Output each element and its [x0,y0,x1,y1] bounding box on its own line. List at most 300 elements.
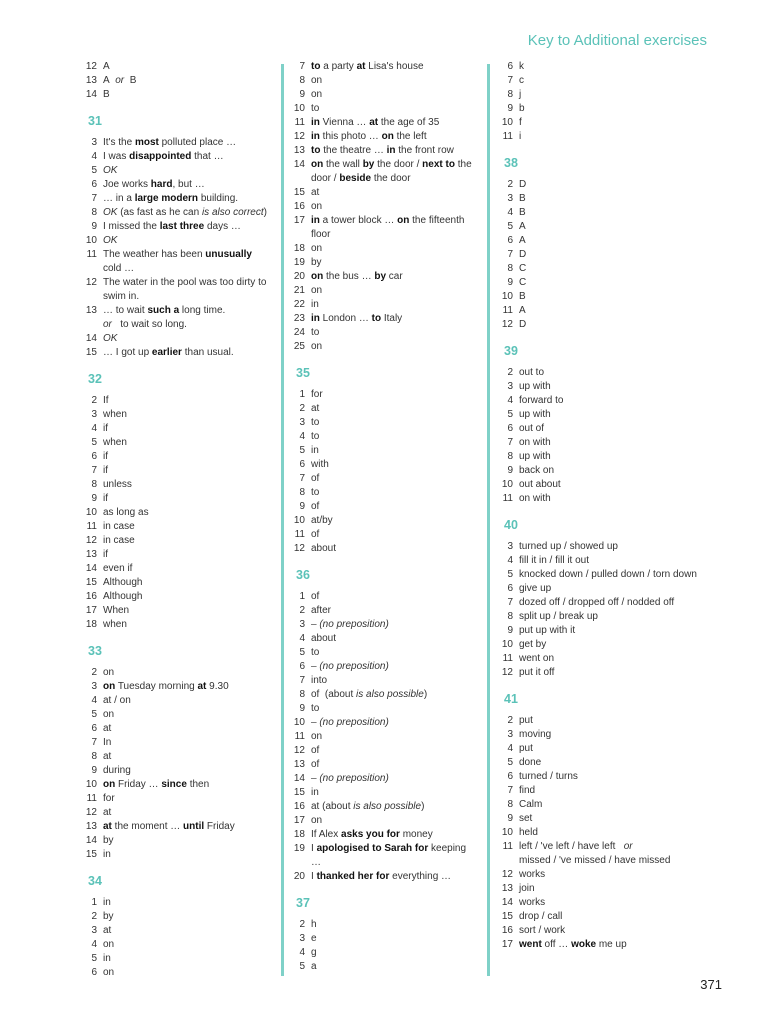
answer-text: c [519,75,524,86]
answer-item [286,814,476,828]
answer-item [286,458,476,472]
answer-item [494,234,704,248]
answer-item [494,380,704,394]
answer-item [286,270,476,284]
answer-number: 4 [507,395,513,406]
answer-number: 25 [293,341,305,352]
answer-number: 11 [294,117,305,128]
section-heading: 32 [88,372,102,386]
answer-item [494,248,704,262]
answer-text: on the bus … by car [311,271,403,282]
answer-item [78,408,270,422]
answer-item [494,464,704,478]
answer-text: of [311,759,320,770]
column-divider [281,64,284,976]
answer-text: to [311,431,320,442]
answer-number: 5 [91,437,97,448]
answer-number: 7 [91,737,97,748]
answer-item [494,304,704,318]
answer-number: 20 [293,271,305,282]
answer-text: to [311,327,320,338]
answer-item [286,542,476,556]
answer-item [78,436,270,450]
answer-text: get by [519,639,547,650]
column-divider [487,64,490,976]
answer-number: 5 [91,953,97,964]
answer-text: on Friday … since then [103,779,210,790]
answer-text: about [311,543,337,554]
answer-number: 8 [507,451,513,462]
answer-text: D [519,319,527,330]
answer-number: 2 [507,715,513,726]
answer-text: A [103,61,110,72]
answer-text: drop / call [519,911,563,922]
answer-item [286,758,476,772]
answer-number: 10 [293,515,305,526]
answer-number: 7 [507,597,513,608]
answer-item [78,346,270,360]
answer-number: 8 [507,799,513,810]
answer-item [494,436,704,450]
answer-text: on [311,285,323,296]
answer-text: when [103,619,127,630]
section-heading: 39 [504,344,518,358]
answer-text: B [103,89,110,100]
answer-number: 15 [501,911,513,922]
answer-item [494,840,704,868]
answer-text: in [103,849,111,860]
answer-item [286,632,476,646]
answer-item [286,158,476,186]
answer-item [286,284,476,298]
answer-number: 3 [299,933,305,944]
answer-item [78,938,270,952]
answer-number: 6 [299,459,305,470]
answer-number: 3 [299,619,305,630]
answer-text: in case [103,535,135,546]
answer-item [286,416,476,430]
answer-item [78,764,270,778]
answer-item [286,116,476,130]
answer-item [286,486,476,500]
answer-item [286,326,476,340]
answer-item [494,638,704,652]
answer-number: 7 [507,75,513,86]
answer-item [494,262,704,276]
answer-text: to [311,417,320,428]
answer-text: out about [519,479,561,490]
answer-number: 12 [85,61,97,72]
answer-number: 7 [299,473,305,484]
answer-item [286,74,476,88]
answer-number: 9 [507,103,513,114]
answer-item [286,772,476,786]
answer-item [286,660,476,674]
answer-number: 9 [299,703,305,714]
answer-item [78,520,270,534]
answer-number: 16 [501,925,513,936]
answer-text: as long as [103,507,149,518]
answer-text: e [311,933,317,944]
answer-number: 13 [85,75,97,86]
answer-item [78,792,270,806]
answer-number: 2 [299,919,305,930]
answer-item [494,728,704,742]
answer-item [286,870,476,884]
answer-item [286,130,476,144]
answer-text: on [311,731,323,742]
answer-item [494,868,704,882]
answer-text: fill it in / fill it out [519,555,590,566]
answer-item [78,966,270,980]
answer-item [286,828,476,842]
answer-number: 1 [91,897,97,908]
answer-number: 6 [507,61,513,72]
answer-item [494,798,704,812]
answer-item [494,276,704,290]
answer-number: 2 [91,911,97,922]
answer-item [494,742,704,756]
answer-text: set [519,813,533,824]
answer-number: 10 [501,479,513,490]
answer-item [286,800,476,814]
answer-item [286,402,476,416]
answer-number: 11 [86,249,97,260]
answer-item [494,88,704,102]
answer-item [494,408,704,422]
answer-text: left / 've left / have left or missed / 've missed / have missed [519,841,671,866]
answer-item [286,514,476,528]
answer-text: h [311,919,317,930]
answer-text: in this photo … on the left [311,131,427,142]
answer-text: knocked down / pulled down / torn down [519,569,697,580]
answer-number: 13 [85,305,97,316]
answer-item [494,910,704,924]
answer-item [494,540,704,554]
answer-item [494,102,704,116]
answer-item [78,234,270,248]
answer-text: at [103,807,112,818]
answer-text: of [311,529,320,540]
answer-item [78,150,270,164]
answer-number: 14 [85,835,97,846]
answer-column-3 [494,60,704,952]
answer-item [286,918,476,932]
answer-text: find [519,785,536,796]
answer-item [286,744,476,758]
answer-text: on with [519,437,551,448]
answer-number: 6 [299,661,305,672]
section-heading: 36 [296,568,310,582]
answer-number: 8 [299,689,305,700]
answer-item [78,304,270,332]
answer-text: done [519,757,542,768]
answer-number: 14 [293,773,305,784]
answer-item [78,680,270,694]
answer-text: B [519,291,526,302]
answer-number: 24 [293,327,305,338]
answer-text: if [103,549,108,560]
answer-item [494,652,704,666]
answer-text: in [311,787,319,798]
answer-text: dozed off / dropped off / nodded off [519,597,675,608]
answer-number: 10 [501,117,513,128]
answer-text: to [311,647,320,658]
answer-text: went on [519,653,555,664]
answer-text: to a party at Lisa's house [311,61,424,72]
answer-text: turned up / showed up [519,541,618,552]
answer-text: – (no preposition) [311,717,389,728]
answer-number: 6 [507,771,513,782]
answer-text: g [311,947,317,958]
answer-text: by [311,257,322,268]
answer-number: 13 [85,821,97,832]
answer-number: 4 [299,947,305,958]
answer-number: 12 [501,869,513,880]
answer-text: at [103,751,112,762]
answer-item [78,332,270,346]
answer-text: a [311,961,317,972]
answer-item [286,200,476,214]
answer-number: 8 [507,89,513,100]
answer-item [286,388,476,402]
answer-text: on the wall by the door / next to the door / beside the door [311,159,472,184]
answer-item [494,666,704,680]
answer-item [78,548,270,562]
answer-number: 11 [502,131,513,142]
answer-item [494,610,704,624]
answer-item [286,842,476,870]
answer-item [78,206,270,220]
answer-text: The water in the pool was too dirty to swim in. [103,277,267,302]
answer-item [286,430,476,444]
answer-text: give up [519,583,552,594]
answer-number: 3 [507,193,513,204]
answer-item [78,666,270,680]
answer-number: 6 [91,179,97,190]
answer-text: out to [519,367,545,378]
answer-item [78,74,270,88]
answer-item [494,394,704,408]
answer-item [78,924,270,938]
answer-text: I missed the last three days … [103,221,241,232]
answer-item [286,674,476,688]
answer-number: 4 [91,939,97,950]
answer-text: at (about is also possible) [311,801,425,812]
answer-number: 13 [501,883,513,894]
answer-number: 5 [299,961,305,972]
answer-text: on with [519,493,551,504]
answer-number: 8 [91,751,97,762]
answer-text: to [311,103,320,114]
answer-text: I apologised to Sarah for keeping … [311,843,467,868]
answer-item [78,576,270,590]
section-heading: 41 [504,692,518,706]
answer-number: 5 [299,445,305,456]
answer-item [78,192,270,206]
answer-item [286,500,476,514]
answer-item [78,136,270,150]
answer-text: of [311,501,320,512]
answer-text: put it off [519,667,555,678]
answer-text: on [311,243,323,254]
answer-number: 1 [299,389,305,400]
answer-number: 5 [91,709,97,720]
answer-number: 4 [91,423,97,434]
answer-number: 5 [299,647,305,658]
answer-text: at the moment … until Friday [103,821,235,832]
answer-number: 12 [501,667,513,678]
answer-item [78,736,270,750]
answer-text: on [311,89,323,100]
answer-text: forward to [519,395,564,406]
answer-text: Although [103,577,143,588]
answer-item [494,596,704,610]
answer-item [286,340,476,354]
answer-number: 13 [85,549,97,560]
answer-text: in London … to Italy [311,313,403,324]
answer-number: 20 [293,871,305,882]
answer-number: 3 [91,925,97,936]
answer-number: 14 [85,563,97,574]
answer-text: of [311,745,320,756]
answer-item [78,450,270,464]
answer-text: A [519,305,526,316]
answer-text: A or B [103,75,137,86]
answer-number: 14 [293,159,305,170]
answer-number: 7 [507,249,513,260]
section-heading: 38 [504,156,518,170]
answer-number: 2 [507,367,513,378]
answer-number: 7 [507,437,513,448]
answer-number: 7 [91,193,97,204]
answer-text: back on [519,465,555,476]
answer-item [78,492,270,506]
answer-number: 12 [293,745,305,756]
answer-item [286,646,476,660]
answer-text: put [519,715,533,726]
answer-item [494,478,704,492]
answer-item [78,506,270,520]
answer-text: on [311,341,323,352]
answer-text: on Tuesday morning at 9.30 [103,681,229,692]
answer-text: on [103,967,115,978]
answer-number: 3 [91,137,97,148]
answer-text: at/by [311,515,333,526]
answer-text: of (about is also possible) [311,689,428,700]
answer-number: 17 [501,939,513,950]
answer-item [286,590,476,604]
answer-number: 10 [85,507,97,518]
answer-item [78,806,270,820]
answer-number: 7 [507,785,513,796]
answer-item [494,422,704,436]
section-heading: 34 [88,874,102,888]
answer-item [286,88,476,102]
answer-item [286,946,476,960]
answer-item [494,812,704,826]
answer-text: in [311,299,319,310]
answer-number: 5 [507,757,513,768]
section-heading: 40 [504,518,518,532]
answer-item [78,778,270,792]
answer-number: 22 [293,299,305,310]
answer-number: 6 [91,723,97,734]
answer-text: j [519,89,522,100]
answer-item [286,528,476,542]
answer-text: to the theatre … in the front row [311,145,454,156]
answer-text: of [311,473,320,484]
answer-item [78,618,270,632]
answer-number: 1 [299,591,305,602]
answer-text: The weather has been unusually cold … [103,249,252,274]
answer-item [494,220,704,234]
answer-number: 12 [293,543,305,554]
answer-text: D [519,249,527,260]
answer-text: at [103,925,112,936]
answer-column-1 [78,60,270,980]
answer-text: for [103,793,115,804]
answer-number: 9 [299,89,305,100]
answer-text: on [311,75,323,86]
answer-number: 4 [507,207,513,218]
answer-text: by [103,911,114,922]
answer-number: 17 [293,815,305,826]
answer-text: if [103,493,108,504]
answer-text: on [103,667,115,678]
answer-number: 13 [293,145,305,156]
answer-number: 10 [293,103,305,114]
answer-number: 8 [91,207,97,218]
answer-text: works [519,897,546,908]
answer-number: 16 [85,591,97,602]
answer-text: for [311,389,323,400]
section-heading: 33 [88,644,102,658]
answer-number: 9 [507,277,513,288]
answer-item [78,952,270,966]
answer-number: 4 [91,695,97,706]
answer-number: 3 [507,381,513,392]
answer-number: 8 [91,479,97,490]
answer-number: 9 [507,625,513,636]
answer-text: up with [519,381,551,392]
answer-item [78,820,270,834]
answer-text: A [519,235,526,246]
answer-number: 10 [501,291,513,302]
answer-text: at [103,723,112,734]
answer-number: 5 [507,569,513,580]
answer-text: on [103,709,115,720]
answer-text: in [103,953,111,964]
answer-item [78,834,270,848]
section-heading: 37 [296,896,310,910]
answer-text: I thanked her for everything … [311,871,452,882]
answer-text: with [311,459,329,470]
answer-item [78,164,270,178]
answer-item [494,318,704,332]
answer-text: to [311,703,320,714]
answer-number: 2 [299,403,305,414]
answer-item [78,394,270,408]
answer-text: … in a large modern building. [103,193,239,204]
answer-text: i [519,131,522,142]
answer-text: at [311,187,320,198]
answer-item [78,422,270,436]
answer-number: 16 [293,801,305,812]
answer-text: When [103,605,130,616]
answer-number: 10 [85,779,97,790]
answer-number: 15 [85,849,97,860]
